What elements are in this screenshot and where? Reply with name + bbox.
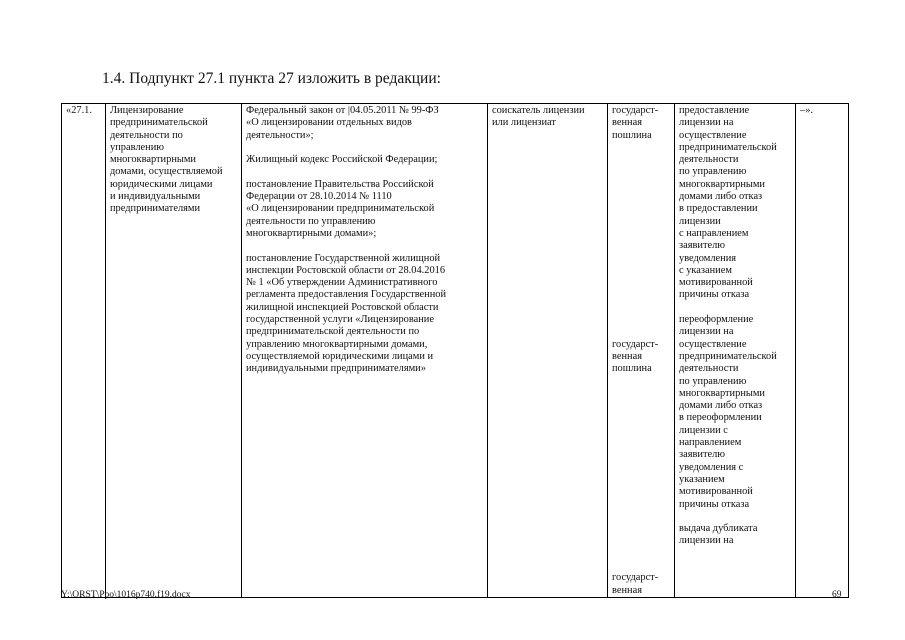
text-line: деятельности по: [110, 129, 183, 141]
text-line: постановление Правительства Российской: [246, 178, 434, 190]
text-line: предпринимательской: [110, 117, 208, 129]
text-line: государст-: [612, 105, 659, 116]
text-line: венная: [612, 584, 642, 596]
cell-fee: [608, 104, 675, 598]
section-heading: 1.4. Подпункт 27.1 пункта 27 изложить в редакции:: [102, 70, 441, 87]
text-line: венная: [612, 350, 642, 362]
text-line: предпринимательской: [679, 141, 777, 153]
text-line: государст-: [612, 338, 659, 350]
text-line: или лицензиат: [492, 117, 556, 129]
text-line: деятельности: [679, 154, 739, 166]
text-line: указанием: [679, 473, 725, 485]
text-line: Федерации от 28.10.2014 № 1110: [246, 191, 392, 203]
text-line: переоформление: [679, 314, 754, 326]
text-line: Федеральный закон от |04.05.2011 № 99-ФЗ: [246, 105, 439, 116]
text-line: лицензии с: [679, 424, 728, 436]
text-line: управлению многоквартирными домами,: [246, 338, 428, 350]
text-line: причины отказа: [679, 289, 750, 301]
text-line: осуществление: [679, 129, 747, 141]
text-line: государственной услуги «Лицензирование: [246, 314, 434, 326]
fee-2: [612, 339, 671, 376]
text-line: предпринимательской: [679, 350, 777, 362]
text-line: индивидуальными предпринимателями»: [246, 363, 426, 375]
text-line: соискатель лицензии: [492, 105, 585, 116]
text-line: «О лицензировании отдельных видов: [246, 117, 412, 129]
text-line: предпринимательской деятельности по: [246, 326, 420, 338]
text-line: жилищной инспекцией Ростовской области: [246, 301, 439, 313]
footer-file-path: Y:\ORST\Ppo\1016p740.f19.docx: [61, 590, 191, 600]
text-line: пошлина: [612, 363, 652, 375]
result-2: [679, 314, 792, 511]
services-table: [61, 103, 849, 598]
text-line: № 1 «Об утверждении Административного: [246, 277, 438, 289]
text-line: предоставление: [679, 105, 750, 116]
text-line: домами либо отказ: [679, 400, 763, 412]
cell-service: [106, 104, 242, 598]
text-line: венная: [612, 117, 642, 129]
text-line: выдача дубликата: [679, 523, 758, 535]
text-line: многоквартирными домами»;: [246, 227, 377, 239]
cell-legal-basis: [242, 104, 488, 598]
text-line: в предоставлении: [679, 203, 758, 215]
table-row: [62, 104, 849, 598]
text-line: регламента предоставления Государственной: [246, 289, 447, 301]
cell-number: [62, 104, 106, 598]
text-line: «О лицензировании предпринимательской: [246, 203, 435, 215]
text-line: направлением: [679, 437, 742, 449]
cell-result: [675, 104, 796, 598]
text-line: с указанием: [679, 264, 732, 276]
text-line: заявителю: [679, 449, 726, 461]
cell-applicant: [488, 104, 608, 598]
text-line: причины отказа: [679, 498, 750, 510]
text-line: инспекции Ростовской области от 28.04.2016: [246, 264, 446, 276]
result-1: [679, 105, 792, 302]
text-line: заявителю: [679, 240, 726, 252]
service-name: [110, 105, 238, 216]
text-line: пошлина: [612, 129, 652, 141]
text-line: уведомления: [679, 252, 737, 264]
text-line: лицензии на: [679, 535, 734, 547]
text-line: многоквартирными: [679, 178, 765, 190]
text-line: Лицензирование: [110, 105, 184, 116]
fee-3: [612, 572, 671, 597]
text-line: предпринимателями: [110, 203, 201, 215]
text-line: Жилищный кодекс Российской Федерации;: [246, 154, 438, 166]
result-3: [679, 523, 792, 548]
text-line: мотивированной: [679, 277, 753, 289]
text-line: лицензии: [679, 215, 721, 227]
text-line: многоквартирными: [110, 154, 196, 166]
text-line: уведомления с: [679, 461, 744, 473]
text-line: многоквартирными: [679, 387, 765, 399]
text-line: с направлением: [679, 227, 749, 239]
text-line: деятельности по управлению: [246, 215, 376, 227]
footer-page-number: 69: [832, 590, 842, 600]
text-line: осуществляемой юридическими лицами и: [246, 350, 434, 362]
text-line: осуществление: [679, 338, 747, 350]
legal-basis: [246, 105, 484, 376]
text-line: управлению: [110, 141, 165, 153]
text-line: деятельности: [679, 363, 739, 375]
text-line: по управлению: [679, 375, 747, 387]
text-line: и индивидуальными: [110, 191, 201, 203]
text-line: деятельности»;: [246, 129, 314, 141]
text-line: домами, осуществляемой: [110, 166, 223, 178]
applicant: [492, 105, 604, 130]
text-line: в переоформлении: [679, 412, 762, 424]
text-line: мотивированной: [679, 486, 753, 498]
text-line: постановление Государственной жилищной: [246, 252, 441, 264]
row-number: «27.1.: [66, 105, 92, 116]
cell-end: [796, 104, 849, 598]
text-line: лицензии на: [679, 326, 734, 338]
text-line: по управлению: [679, 166, 747, 178]
text-line: юридическими лицами: [110, 178, 213, 190]
text-line: лицензии на: [679, 117, 734, 129]
fee-1: [612, 105, 671, 142]
text-line: государст-: [612, 572, 659, 584]
text-line: домами либо отказ: [679, 191, 763, 203]
end-mark: –».: [800, 105, 813, 116]
